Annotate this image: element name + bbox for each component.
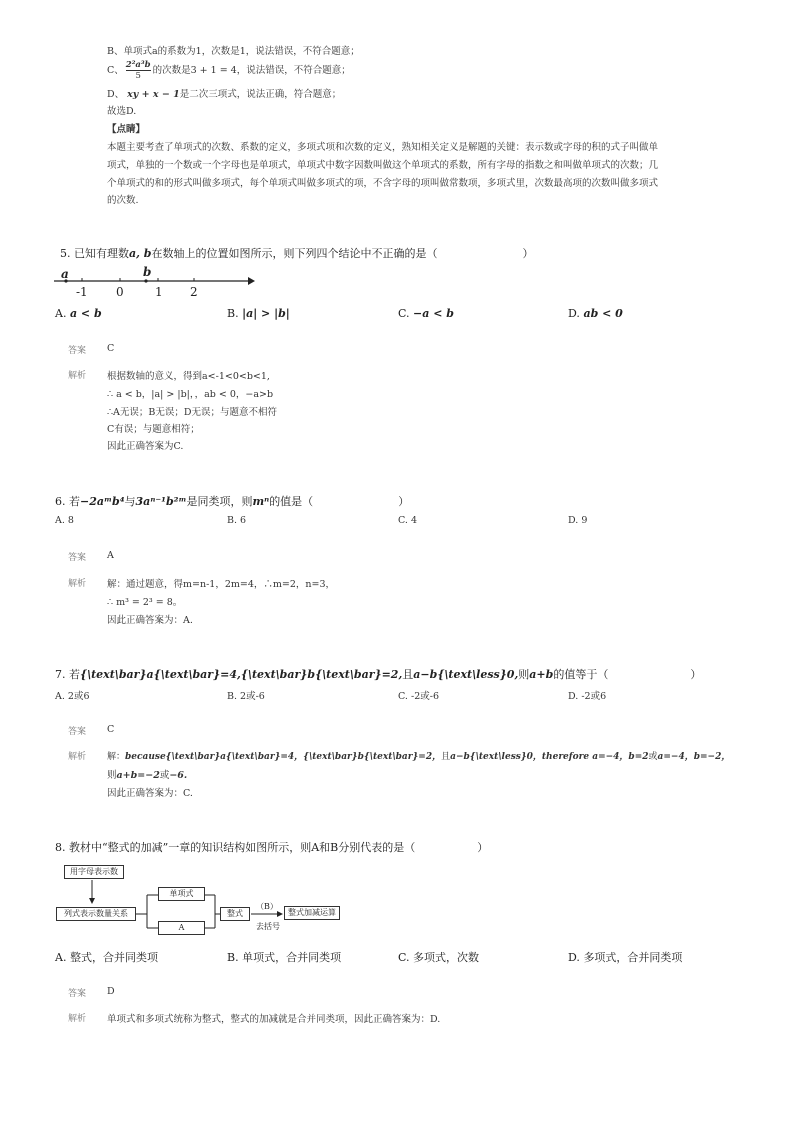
comment-line: 项式，单独的一个数或一个字母也是单项式，单项式中数字因数叫做这个单项式的系数，所有字母的指数之和叫做单项式的次数；几 <box>107 160 659 171</box>
option-b-explanation: B、单项式a的系数为1，次数是1，说法错误，不符合题意； <box>107 46 360 57</box>
comment-line: 个单项式的和的形式叫做多项式，每个单项式叫做多项式的项，不含字母的项叫做常数项，多项式里，次数最高项的次数叫做多项式 <box>107 178 659 189</box>
analysis-line: 则a+b=−2或−6. <box>107 770 188 781</box>
option-a[interactable]: A. 整式，合并同类项 <box>55 951 158 964</box>
comment-line: 的次数. <box>107 195 139 206</box>
question-7-stem: 7. 若{\text\bar}a{\text\bar}=4,{\text\bar}b{\text\bar}=2,且a−b{\text\less}0,则a+b的值等于（ ） <box>55 668 702 681</box>
box-a: A <box>158 921 205 935</box>
fraction-numerator: 2²a³b <box>125 60 151 70</box>
question-5-stem: 5. 已知有理数a, b在数轴上的位置如图所示，则下列四个结论中不正确的是（ ） <box>60 247 534 260</box>
analysis-line: ∴ m³ = 2³ = 8。 <box>107 597 183 608</box>
option-d-explanation: D、 xy + x − 1是二次三项式，说法正确，符合题意； <box>107 89 342 100</box>
answer-value: A <box>107 550 114 561</box>
option-c[interactable]: C. −a < b <box>398 307 454 320</box>
tick-label: 0 <box>116 285 124 299</box>
option-d[interactable]: D. -2或6 <box>568 691 607 702</box>
point-b <box>144 279 147 282</box>
option-b[interactable]: B. |a| > |b| <box>227 307 290 320</box>
choose-answer: 故选D. <box>107 106 137 117</box>
answer-label: 答案 <box>68 346 87 356</box>
analysis-line: 因此正确答案为：A. <box>107 615 193 626</box>
option-b[interactable]: B. 单项式，合并同类项 <box>227 951 342 964</box>
option-d[interactable]: D. 多项式，合并同类项 <box>568 951 683 964</box>
question-6-stem: 6. 若−2aᵐb⁴与3aⁿ⁻¹b²ᵐ是同类项，则mⁿ的值是（ ） <box>55 495 410 508</box>
comment-line: 本题主要考查了单项式的次数、系数的定义，多项式项和次数的定义，熟知相关定义是解题的关键：表示数或字母的积的式子叫做单 <box>107 142 659 153</box>
box-monomial: 单项式 <box>158 887 205 901</box>
option-d[interactable]: D. 9 <box>568 515 588 526</box>
option-c[interactable]: C. 4 <box>398 515 418 526</box>
analysis-line: 因此正确答案为C. <box>107 441 184 452</box>
option-c[interactable]: C. 多项式，次数 <box>398 951 480 964</box>
option-a[interactable]: A. a < b <box>55 307 102 320</box>
box-add-subtract: 整式加减运算 <box>284 906 340 920</box>
answer-value: C <box>107 724 115 735</box>
fraction-denominator: 5 <box>135 71 141 81</box>
point-b-label: b <box>143 265 152 279</box>
point-a-label: a <box>61 267 69 281</box>
label-b: （B） <box>256 902 278 911</box>
analysis-line: C有误；与题意相符； <box>107 424 200 435</box>
question-8-stem: 8. 教材中“整式的加减”一章的知识结构如图所示，则A和B分别代表的是（ ） <box>55 841 489 854</box>
analysis-line: 解：because{\text\bar}a{\text\bar}=4，{\text\bar}b{\text\bar}=2，且a−b{\text\less}0，therefore a=−4，b=2或a=−4，b=−2， <box>107 752 731 762</box>
tick-label: -1 <box>76 285 88 299</box>
analysis-line: 因此正确答案为：C. <box>107 788 193 799</box>
option-c[interactable]: C. -2或-6 <box>398 691 439 702</box>
analysis-line: 单项式和多项式统称为整式，整式的加减就是合并同类项，因此正确答案为：D. <box>107 1014 441 1025</box>
answer-label: 答案 <box>68 553 87 563</box>
answer-value: C <box>107 343 115 354</box>
answer-label: 答案 <box>68 989 87 999</box>
tick-label: 1 <box>155 285 163 299</box>
option-d[interactable]: D. ab < 0 <box>568 307 623 320</box>
answer-label: 答案 <box>68 727 87 737</box>
analysis-line: ∴ a < b，|a| > |b|，，ab < 0，−a>b <box>107 389 274 400</box>
option-c-explanation: C、 $\frac{\text{2²a³b}}{5}$ 的次数是3 + 1 = 4，说法错误，不符合题意； <box>107 60 351 81</box>
axis-arrow <box>248 277 255 285</box>
analysis-label: 解析 <box>68 752 87 762</box>
tick-label: 2 <box>190 285 198 299</box>
analysis-line: 根据数轴的意义，得到a<-1<0<b<1, <box>107 371 270 382</box>
analysis-label: 解析 <box>68 1014 87 1024</box>
analysis-line: 解：通过题意，得m=n-1，2m=4，∴m=2，n=3， <box>107 579 336 590</box>
label-remove-brackets: 去括号 <box>256 922 280 931</box>
box-letters-for-numbers: 用字母表示数 <box>64 865 124 879</box>
fraction <box>126 60 151 81</box>
analysis-label: 解析 <box>68 371 87 381</box>
answer-value: D <box>107 986 115 997</box>
option-b[interactable]: B. 6 <box>227 515 247 526</box>
box-express-relations: 列式表示数量关系 <box>56 907 136 921</box>
option-b[interactable]: B. 2或-6 <box>227 691 265 702</box>
option-a[interactable]: A. 8 <box>55 515 74 526</box>
option-a[interactable]: A. 2或6 <box>55 691 90 702</box>
comment-heading: 【点睛】 <box>107 124 146 135</box>
box-integral-expression: 整式 <box>220 907 250 921</box>
analysis-label: 解析 <box>68 579 87 589</box>
analysis-line: ∴A无误；B无误；D无误；与题意不相符 <box>107 407 278 418</box>
